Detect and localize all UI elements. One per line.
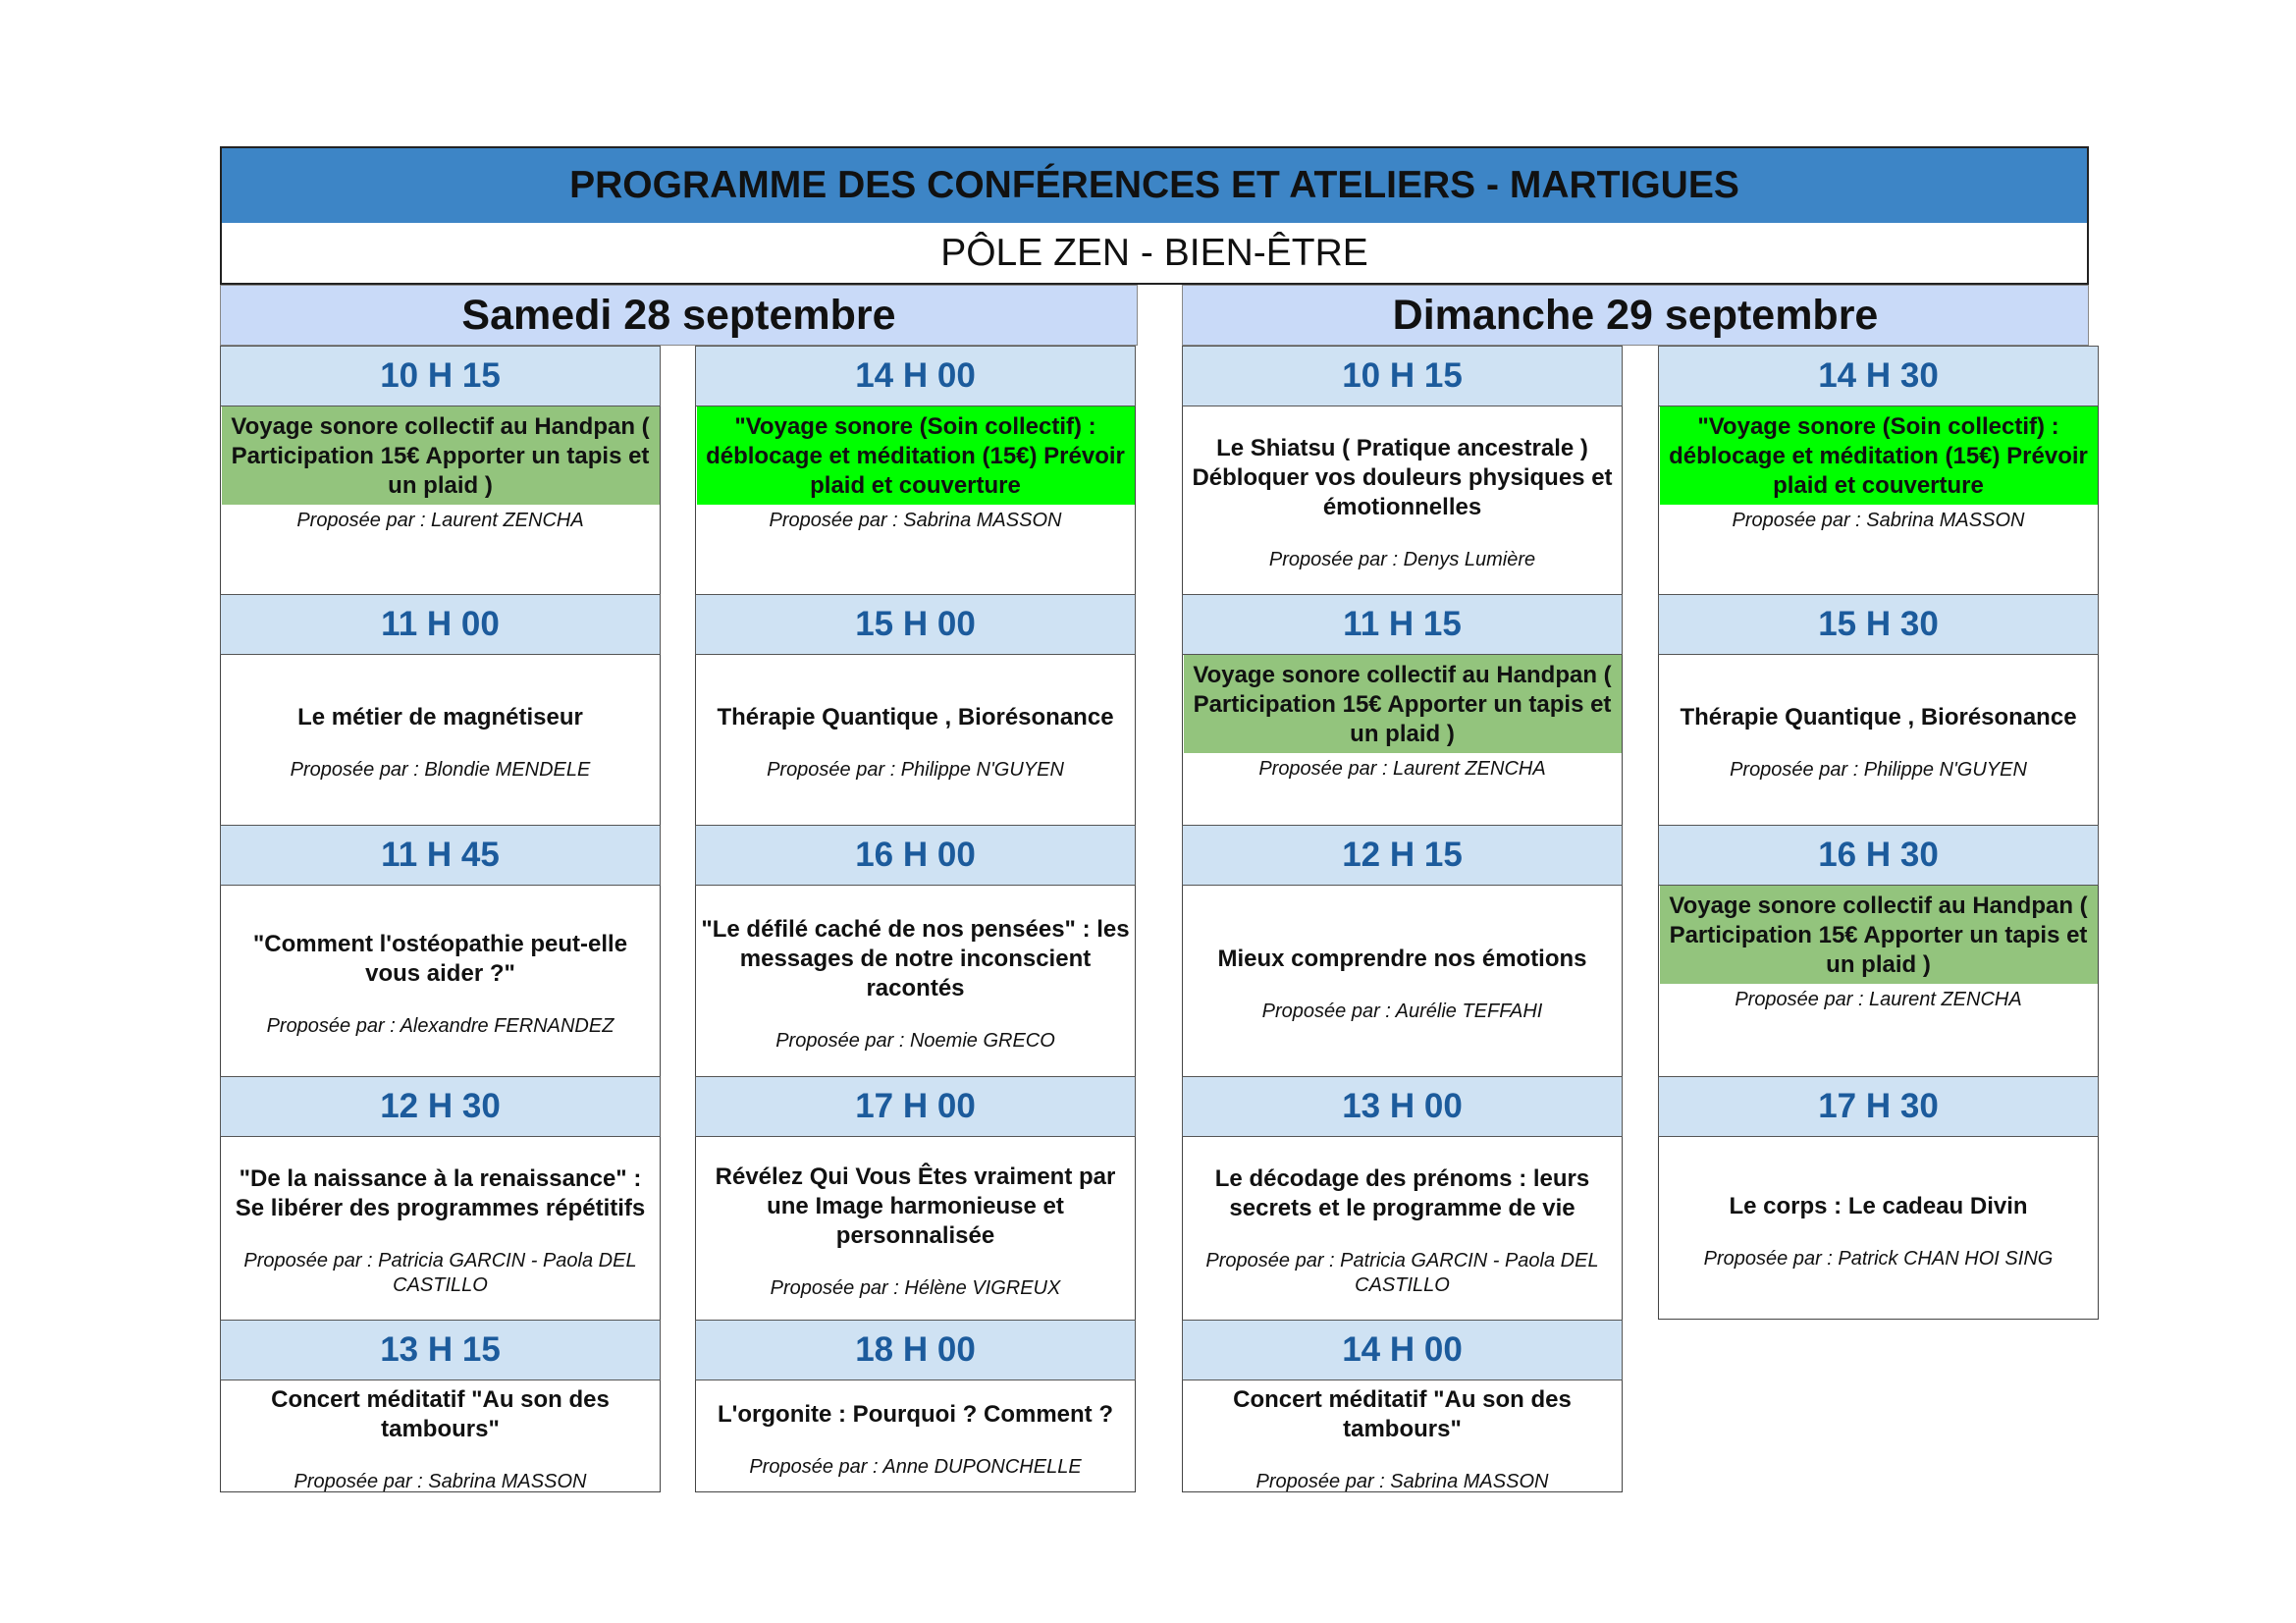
- event-presenter: Proposée par : Hélène VIGREUX: [770, 1276, 1061, 1299]
- event-presenter: Proposée par : Laurent ZENCHA: [1735, 989, 2022, 1010]
- slot-event: [1660, 406, 2098, 594]
- slot-time: 13 H 00: [1182, 1076, 1623, 1137]
- event-presenter: Proposée par : Philippe N'GUYEN: [767, 759, 1064, 781]
- event-title: Voyage sonore collectif au Handpan ( Participation 15€ Apporter un tapis et un plaid ): [1184, 655, 1622, 753]
- event-title: "Voyage sonore (Soin collectif) : déblocage et méditation (15€) Prévoir plaid et couverture: [1660, 406, 2098, 505]
- event-presenter: Proposée par : Blondie MENDELE: [290, 759, 591, 781]
- slot-time: 11 H 15: [1182, 594, 1623, 655]
- slot-time: 18 H 00: [695, 1320, 1136, 1380]
- event-title: L'orgonite : Pourquoi ? Comment ?: [718, 1400, 1113, 1428]
- slot-time: 10 H 15: [1182, 346, 1623, 406]
- event-title: "De la naissance à la renaissance" : Se libérer des programmes répétitifs: [235, 1165, 646, 1221]
- event-title: Révélez Qui Vous Êtes vraiment par une Image harmonieuse et personnalisée: [715, 1163, 1116, 1249]
- slot-event: [1184, 1380, 1622, 1492]
- event-presenter: Proposée par : Laurent ZENCHA: [296, 510, 584, 531]
- event-title: Voyage sonore collectif au Handpan ( Participation 15€ Apporter un tapis et un plaid ): [222, 406, 660, 505]
- event-presenter: Proposée par : Philippe N'GUYEN: [1730, 759, 2027, 781]
- slot-time: 14 H 30: [1658, 346, 2099, 406]
- pole-subtitle: PÔLE ZEN - BIEN-ÊTRE: [220, 223, 2089, 285]
- slot-time: 12 H 30: [220, 1076, 661, 1137]
- event-presenter: Proposée par : Sabrina MASSON: [769, 510, 1062, 531]
- slot-time: 11 H 45: [220, 825, 661, 886]
- slot-time: 16 H 30: [1658, 825, 2099, 886]
- event-presenter: Proposée par : Sabrina MASSON: [294, 1470, 587, 1492]
- slot-event: [1184, 1137, 1622, 1320]
- event-title: Le métier de magnétiseur: [297, 704, 583, 730]
- event-presenter: Proposée par : Sabrina MASSON: [1732, 510, 2025, 531]
- slot-time: 17 H 30: [1658, 1076, 2099, 1137]
- slot-event: [1184, 406, 1622, 594]
- slot-time: 17 H 00: [695, 1076, 1136, 1137]
- slot-event: [222, 1137, 660, 1320]
- slot-event: [222, 886, 660, 1076]
- slot-event: [222, 406, 660, 594]
- event-title: Concert méditatif "Au son des tambours": [1233, 1385, 1572, 1442]
- slot-time: 16 H 00: [695, 825, 1136, 886]
- event-title: Voyage sonore collectif au Handpan ( Participation 15€ Apporter un tapis et un plaid ): [1660, 886, 2098, 984]
- event-presenter: Proposée par : Anne DUPONCHELLE: [749, 1455, 1082, 1478]
- event-presenter: Proposée par : Denys Lumière: [1268, 549, 1536, 570]
- slot-event: [222, 1380, 660, 1492]
- event-title: "Voyage sonore (Soin collectif) : déblocage et méditation (15€) Prévoir plaid et couverture: [697, 406, 1135, 505]
- event-title: "Le défilé caché de nos pensées" : les messages de notre inconscient racontés: [701, 915, 1130, 1001]
- event-title: Thérapie Quantique , Biorésonance: [1680, 704, 2077, 730]
- slot-event: [697, 1380, 1135, 1492]
- slot-event: [697, 406, 1135, 594]
- slot-event: [697, 1137, 1135, 1320]
- event-title: "Comment l'ostéopathie peut-elle vous aider ?": [252, 930, 628, 987]
- slot-time: 11 H 00: [220, 594, 661, 655]
- slot-event: [1660, 655, 2098, 825]
- event-title: Le corps : Le cadeau Divin: [1729, 1192, 2028, 1219]
- page-title: PROGRAMME DES CONFÉRENCES ET ATELIERS - MARTIGUES: [220, 146, 2089, 225]
- slot-event: [1184, 655, 1622, 825]
- event-title: Concert méditatif "Au son des tambours": [271, 1385, 610, 1442]
- slot-event: [697, 655, 1135, 825]
- event-title: Mieux comprendre nos émotions: [1217, 945, 1587, 972]
- slot-time: 10 H 15: [220, 346, 661, 406]
- slot-event: [1660, 1137, 2098, 1320]
- slot-event: [1660, 886, 2098, 1076]
- event-title: Le décodage des prénoms : leurs secrets et le programme de vie: [1214, 1165, 1590, 1221]
- event-title: Le Shiatsu ( Pratique ancestrale ) Débloquer vos douleurs physiques et émotionnelles: [1192, 435, 1613, 520]
- event-presenter: Proposée par : Patricia GARCIN - Paola DEL CASTILLO: [1205, 1250, 1599, 1296]
- day-header-saturday: Samedi 28 septembre: [220, 285, 1138, 346]
- event-presenter: Proposée par : Alexandre FERNANDEZ: [266, 1014, 614, 1037]
- event-presenter: Proposée par : Patricia GARCIN - Paola DEL CASTILLO: [243, 1250, 637, 1296]
- slot-event: [697, 886, 1135, 1076]
- slot-time: 13 H 15: [220, 1320, 661, 1380]
- slot-time: 12 H 15: [1182, 825, 1623, 886]
- event-presenter: Proposée par : Aurélie TEFFAHI: [1261, 1000, 1543, 1022]
- event-presenter: Proposée par : Noemie GRECO: [775, 1029, 1055, 1052]
- event-presenter: Proposée par : Patrick CHAN HOI SING: [1703, 1247, 2054, 1270]
- slot-event: [222, 655, 660, 825]
- slot-time: 15 H 30: [1658, 594, 2099, 655]
- event-presenter: Proposée par : Laurent ZENCHA: [1258, 758, 1546, 780]
- slot-time: 15 H 00: [695, 594, 1136, 655]
- event-title: Thérapie Quantique , Biorésonance: [717, 704, 1114, 730]
- slot-time: 14 H 00: [695, 346, 1136, 406]
- event-presenter: Proposée par : Sabrina MASSON: [1255, 1470, 1549, 1492]
- day-header-sunday: Dimanche 29 septembre: [1182, 285, 2089, 346]
- slot-event: [1184, 886, 1622, 1076]
- slot-time: 14 H 00: [1182, 1320, 1623, 1380]
